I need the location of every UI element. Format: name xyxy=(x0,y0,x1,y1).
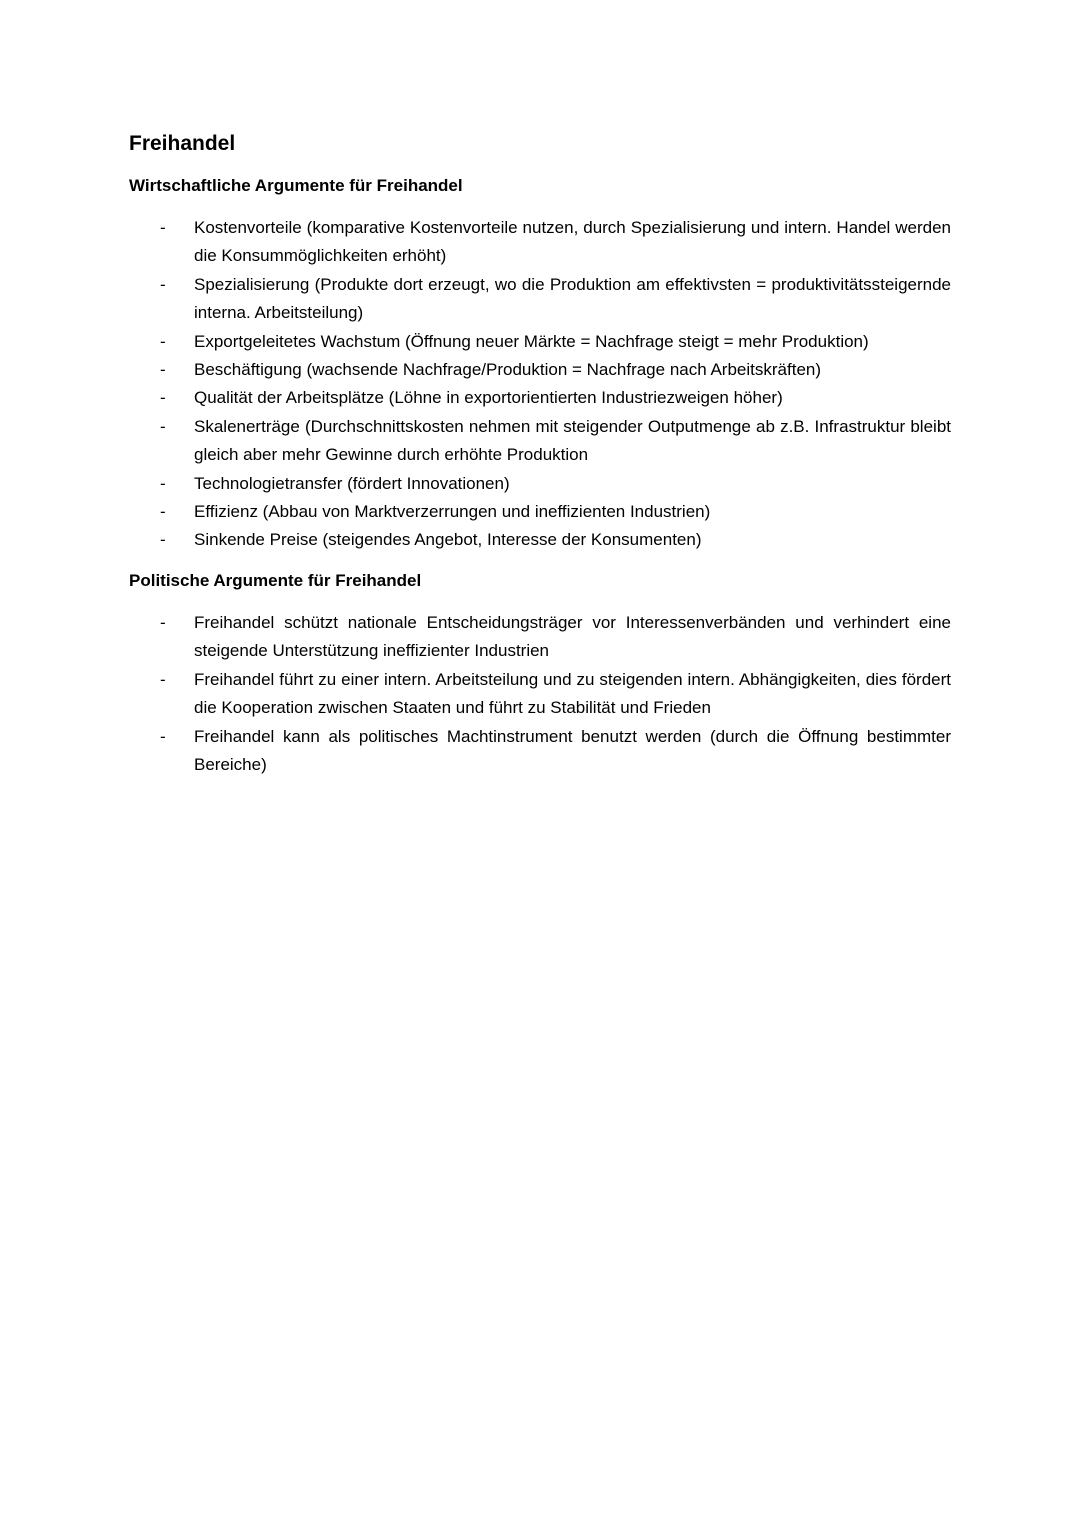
bullet-dash: - xyxy=(160,388,166,408)
document-body xyxy=(129,128,951,793)
bullet-dash: - xyxy=(160,416,166,436)
list-item-text: Technologietransfer (fördert Innovationen) xyxy=(194,473,510,493)
list-item-text: Kostenvorteile (komparative Kostenvorteile nutzen, durch Spezialisierung und intern. Handel werden die Konsummöglichkeiten erhöht) xyxy=(194,218,951,266)
list-item xyxy=(129,328,951,356)
list-item xyxy=(129,470,951,498)
list-item xyxy=(129,356,951,384)
bullet-dash: - xyxy=(160,360,166,380)
bullet-dash: - xyxy=(160,612,166,632)
list-item xyxy=(129,723,951,780)
list-item-text: Spezialisierung (Produkte dort erzeugt, wo die Produktion am effektivsten = produktivitätssteigernde interna. Arbeitsteilung) xyxy=(194,274,951,323)
economic-arguments-list xyxy=(129,214,951,555)
list-item xyxy=(129,413,951,470)
bullet-dash: - xyxy=(160,473,166,493)
bullet-dash: - xyxy=(160,218,166,237)
list-item-text: Qualität der Arbeitsplätze (Löhne in exportorientierten Industriezweigen höher) xyxy=(194,388,783,408)
section-heading-political: Politische Argumente für Freihandel xyxy=(129,570,422,590)
list-item-text: Sinkende Preise (steigendes Angebot, Interesse der Konsumenten) xyxy=(194,530,702,550)
bullet-dash: - xyxy=(160,669,166,689)
list-item-text: Freihandel führt zu einer intern. Arbeitsteilung und zu steigenden intern. Abhängigkeiten, dies fördert die Kooperation zwischen Staaten und führt zu Stabilität und Frieden xyxy=(194,669,951,718)
list-item xyxy=(129,498,951,526)
list-item-text: Freihandel kann als politisches Machtinstrument benutzt werden (durch die Öffnung bestimmter Bereiche) xyxy=(194,726,951,774)
list-item-text: Skalenerträge (Durchschnittskosten nehmen mit steigender Outputmenge ab z.B. Infrastruktur bleibt gleich aber mehr Gewinne durch erhöhte Produktion xyxy=(194,416,951,465)
list-item xyxy=(129,526,951,554)
list-item xyxy=(129,214,951,271)
bullet-dash: - xyxy=(160,274,166,294)
list-item-text: Exportgeleitetes Wachstum (Öffnung neuer Märkte = Nachfrage steigt = mehr Produktion) xyxy=(194,331,869,351)
bullet-dash: - xyxy=(160,726,166,746)
list-item xyxy=(129,384,951,412)
bullet-dash: - xyxy=(160,530,166,550)
bullet-dash: - xyxy=(160,502,166,522)
list-item xyxy=(129,666,951,723)
document-title: Freihandel xyxy=(129,132,236,155)
list-item xyxy=(129,271,951,328)
political-arguments-list xyxy=(129,609,951,779)
list-item-text: Beschäftigung (wachsende Nachfrage/Produktion = Nachfrage nach Arbeitskräften) xyxy=(194,360,822,380)
list-item-text: Effizienz (Abbau von Marktverzerrungen und ineffizienten Industrien) xyxy=(194,502,711,522)
section-heading-economic: Wirtschaftliche Argumente für Freihandel xyxy=(129,176,463,195)
bullet-dash: - xyxy=(160,331,166,351)
list-item xyxy=(129,609,951,666)
list-item-text: Freihandel schützt nationale Entscheidungsträger vor Interessenverbänden und verhindert eine steigende Unterstützung ineffizienter Industrien xyxy=(194,612,951,661)
